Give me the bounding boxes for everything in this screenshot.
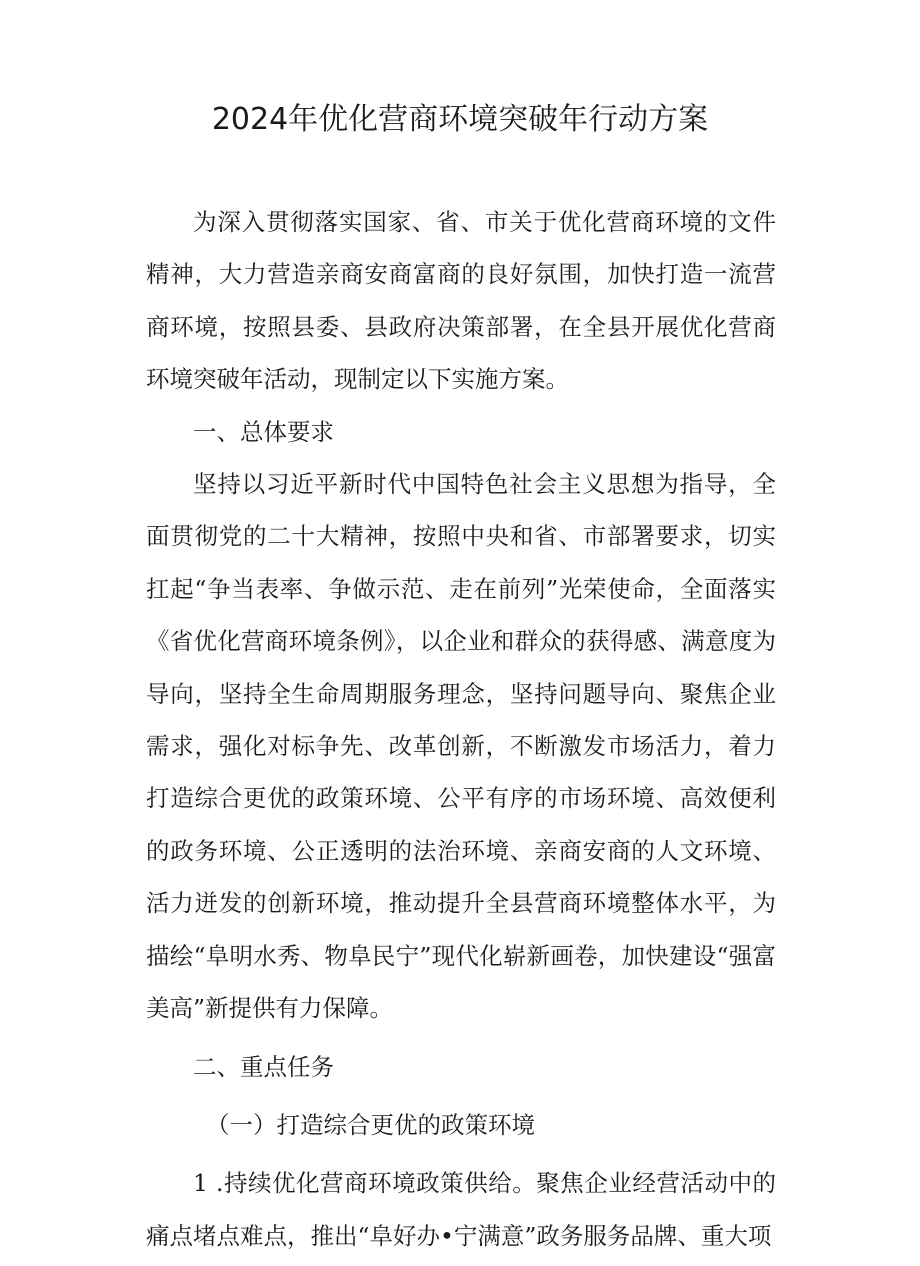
- section-heading-overall-requirements: 一、总体要求: [193, 417, 334, 446]
- document-title: 2024年优化营商环境突破年行动方案: [211, 102, 709, 137]
- intro-paragraph: 为深入贯彻落实国家、省、市关于优化营商环境的文件精神，大力营造亲商安商富商的良好氛围，加快打造一流营商环境，按照县委、县政府决策部署，在全县开展优化营商环境突破年活动，现制定以下实施方案。: [146, 208, 776, 394]
- subsection-heading-policy-environment: （一）打造综合更优的政策环境: [206, 1110, 535, 1139]
- section-heading-key-tasks: 二、重点任务: [193, 1052, 334, 1081]
- task-item-paragraph: 1 .持续优化营商环境政策供给。聚焦企业经营活动中的痛点堵点难点，推出“阜好办•宁满意”政务服务品牌、重大项: [146, 1169, 776, 1250]
- overall-requirements-paragraph: 坚持以习近平新时代中国特色社会主义思想为指导，全面贯彻党的二十大精神，按照中央和省、市部署要求，切实扛起“争当表率、争做示范、走在前列”光荣使命，全面落实《省优化营商环境条例》，以企业和群众的获得感、满意度为导向，坚持全生命周期服务理念，坚持问题导向、聚焦企业需求，强化对标争先、改革创新，不断激发市场活力，着力打造综合更优的政策环境、公平有序的市场环境、高效便利的政务环境、公正透明的法治环境、亲商安商的人文环境、活力迸发的创新环境，推动提升全县营商环境整体水平，为描绘“阜明水秀、物阜民宁”现代化崭新画卷，加快建设“强富美高”新提供有力保障。: [146, 470, 776, 1023]
- document-body: [146, 196, 776, 1262]
